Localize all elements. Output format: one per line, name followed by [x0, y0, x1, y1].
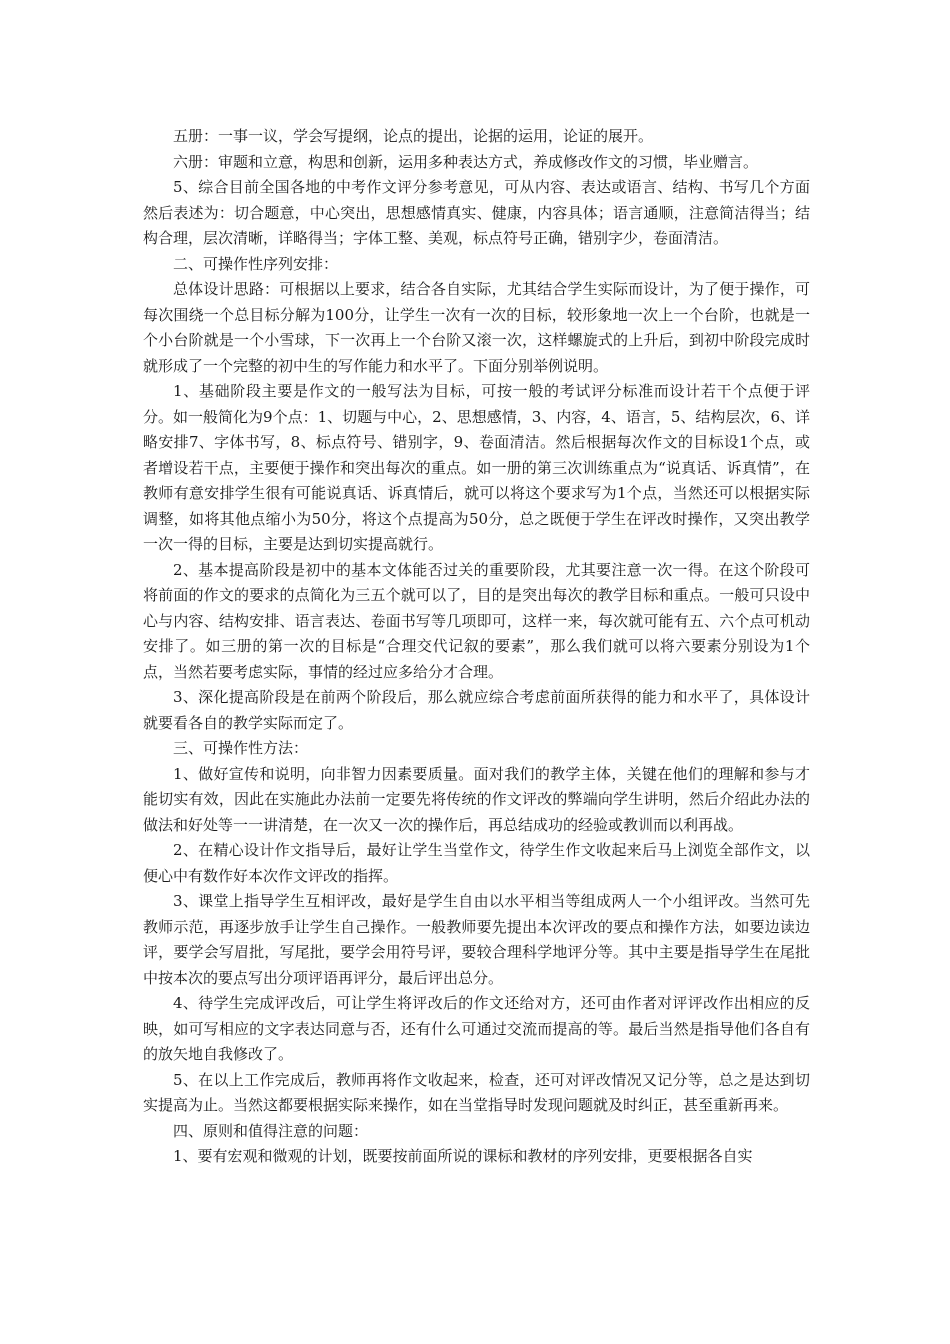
- paragraph: 1、做好宣传和说明，向非智力因素要质量。面对我们的教学主体，关键在他们的理解和参与才能切实有效，因此在实施此办法前一定要先将传统的作文评改的弊端向学生讲明，然后介绍此办法的做法和好处等一一讲清楚，在一次又一次的操作后，再总结成功的经验或教训而以利再战。: [143, 764, 810, 834]
- section-heading: 四、原则和值得注意的问题：: [173, 1121, 369, 1140]
- paragraph: 4、待学生完成评改后，可让学生将评改后的作文还给对方，还可由作者对评评改作出相应的反映，如可写相应的文字表达同意与否，还有什么可通过交流而提高的等。最后当然是指导他们各自有的放矢地自我修改了。: [143, 994, 810, 1063]
- paragraph: 2、在精心设计作文指导后，最好让学生当堂作文，待学生作文收起来后马上浏览全部作文，以便心中有数作好本次作文评改的指挥。: [143, 841, 810, 885]
- paragraph: 1、基础阶段主要是作文的一般写法为目标，可按一般的考试评分标准而设计若干个点便于评分。如一般简化为9个点：1、切题与中心，2、思想感情，3、内容，4、语言，5、结构层次，6、详略安排7、字体书写，8、标点符号、错别字，9、卷面清洁。然后根据每次作文的目标设1个点，或者增设若干点，主要便于操作和突出每次的重点。如一册的第三次训练重点为“说真话、诉真情”，在教师有意安排学生很有可能说真话、诉真情后，就可以将这个要求写为1个点，当然还可以根据实际调整，如将其他点缩小为50分，将这个点提高为50分，总之既便于学生在评改时操作，又突出教学一次一得的目标，主要是达到切实提高就行。: [143, 382, 810, 553]
- section-heading: 三、可操作性方法：: [173, 739, 309, 757]
- paragraph: 3、深化提高阶段是在前两个阶段后，那么就应综合考虑前面所获得的能力和水平了，具体设计就要看各自的教学实际而定了。: [143, 688, 810, 732]
- paragraph: 3、课堂上指导学生互相评改，最好是学生自由以水平相当等组成两人一个小组评改。当然可先教师示范，再逐步放手让学生自己操作。一般教师要先提出本次评改的要点和操作方法，如要边读边评，要学会写眉批，写尾批，要学会用符号评，要较合理科学地评分等。其中主要是指导学生在尾批中按本次的要点写出分项评语再评分，最后评出总分。: [143, 892, 810, 987]
- paragraph: 总体设计思路：可根据以上要求，结合各自实际，尤其结合学生实际而设计，为了便于操作，可每次围绕一个总目标分解为100分，让学生一次有一次的目标，较形象地一次上一个台阶，也就是一个小台阶就是一个小雪球，下一次再上一个台阶又滚一次，这样螺旋式的上升后，到初中阶段完成时就形成了一个完整的初中生的写作能力和水平了。下面分别举例说明。: [143, 280, 810, 375]
- paragraph: 5、综合目前全国各地的中考作文评分参考意见，可从内容、表达或语言、结构、书写几个方面然后表述为：切合题意，中心突出，思想感情真实、健康，内容具体；语言通顺，注意简洁得当；结构合理，层次清晰，详略得当；字体工整、美观，标点符号正确，错别字少，卷面清洁。: [143, 178, 810, 247]
- section-heading: 二、可操作性序列安排：: [173, 254, 339, 273]
- paragraph: 六册：审题和立意，构思和创新，运用多种表达方式，养成修改作文的习惯，毕业赠言。: [173, 152, 759, 171]
- paragraph: 5、在以上工作完成后，教师再将作文收起来，检查，还可对评改情况又记分等，总之是达到切实提高为止。当然这都要根据实际来操作，如在当堂指导时发现问题就及时纠正，甚至重新再来。: [143, 1070, 810, 1114]
- paragraph: 五册：一事一议，学会写提纲，论点的提出，论据的运用，论证的展开。: [173, 127, 654, 145]
- paragraph: 1、要有宏观和微观的计划，既要按前面所说的课标和教材的序列安排，更要根据各自实: [173, 1147, 753, 1165]
- paragraph: 2、基本提高阶段是初中的基本文体能否过关的重要阶段，尤其要注意一次一得。在这个阶段可将前面的作文的要求的点简化为三五个就可以了，目的是突出每次的教学目标和重点。一般可只设中心与内容、结构安排、语言表达、卷面书写等几项即可，这样一来，每次就可能有五、六个点可机动安排了。如三册的第一次的目标是“合理交代记叙的要素”，那么我们就可以将六要素分别设为1个点，当然若要考虑实际，事情的经过应多给分才合理。: [143, 560, 810, 681]
- document-body: [143, 124, 810, 1170]
